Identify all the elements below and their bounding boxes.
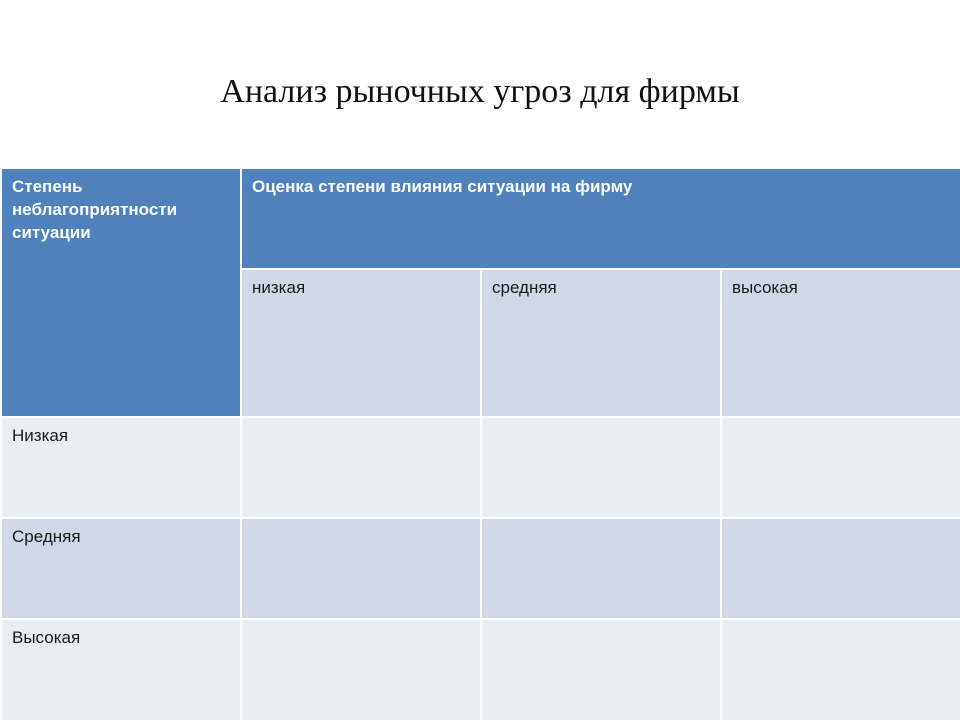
table-cell xyxy=(721,518,960,619)
slide-title: Анализ рыночных угроз для фирмы xyxy=(220,73,740,110)
group-header-cell: Оценка степени влияния ситуации на фирму xyxy=(241,168,960,269)
table-row xyxy=(1,417,960,518)
column-header-medium: средняя xyxy=(481,269,721,417)
table-cell xyxy=(481,619,721,720)
table-cell xyxy=(241,417,481,518)
threat-analysis-table xyxy=(0,167,960,720)
corner-header-cell: Степень неблагоприятности ситуации xyxy=(1,168,241,417)
table-cell xyxy=(721,417,960,518)
table-cell xyxy=(241,619,481,720)
row-label-high: Высокая xyxy=(1,619,241,720)
header-row xyxy=(1,168,960,269)
row-label-low: Низкая xyxy=(1,417,241,518)
table-cell xyxy=(481,518,721,619)
table-row xyxy=(1,619,960,720)
table-row xyxy=(1,518,960,619)
column-header-low: низкая xyxy=(241,269,481,417)
table-cell xyxy=(721,619,960,720)
table-cell xyxy=(241,518,481,619)
row-label-medium: Средняя xyxy=(1,518,241,619)
table-cell xyxy=(481,417,721,518)
column-header-high: высокая xyxy=(721,269,960,417)
